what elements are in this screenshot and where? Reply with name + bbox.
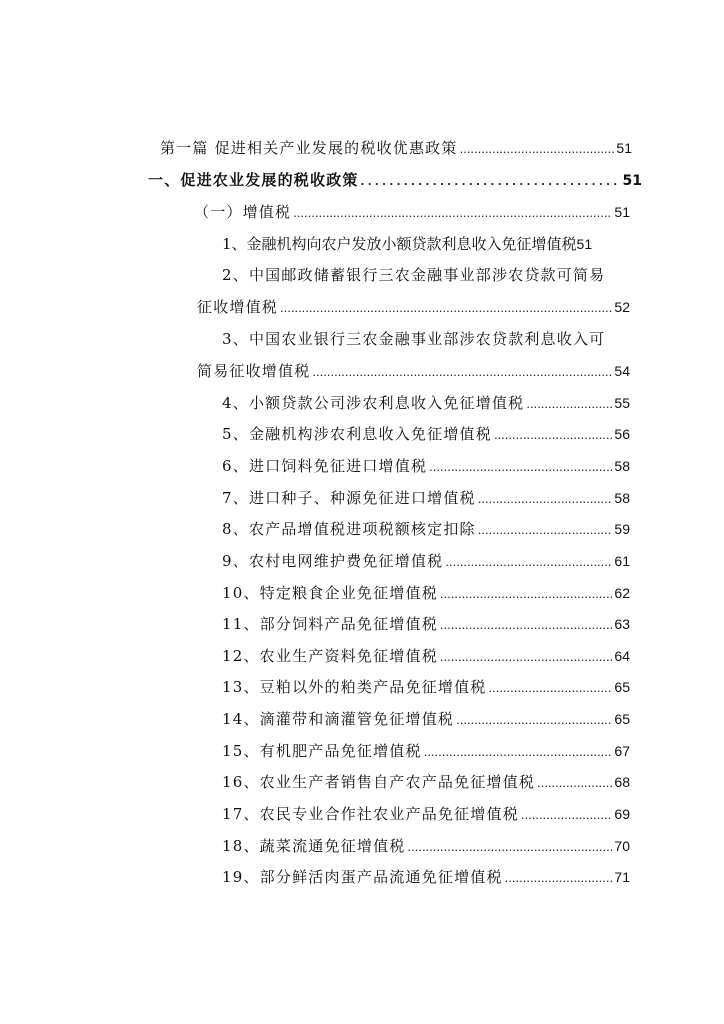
toc-item-title-line2: 简易征收增值税 — [197, 362, 311, 380]
toc-item[interactable] — [222, 488, 630, 509]
toc-leader — [494, 425, 612, 445]
toc-item-title: 9、农村电网维护费免征增值税 — [222, 552, 444, 570]
toc-leader — [526, 394, 612, 414]
toc-leader — [408, 837, 613, 857]
toc-chapter-entry[interactable] — [148, 170, 642, 191]
toc-item[interactable] — [222, 234, 642, 254]
toc-item-title-line1[interactable]: 3、中国农业银行三农金融事业部涉农贷款利息收入可 — [222, 330, 606, 348]
toc-item[interactable] — [222, 583, 630, 604]
toc-item[interactable] — [222, 867, 630, 888]
toc-item[interactable] — [222, 424, 630, 445]
toc-leader — [489, 678, 613, 698]
toc-item-title: 6、进口饲料免征进口增值税 — [222, 457, 428, 475]
toc-item[interactable] — [222, 519, 630, 540]
toc-page-number: 62 — [614, 585, 630, 601]
toc-page-number: 68 — [614, 774, 630, 790]
toc-item[interactable] — [222, 836, 630, 857]
toc-item-title: 7、进口种子、种源免征进口增值税 — [222, 489, 476, 507]
toc-item[interactable] — [222, 393, 630, 414]
toc-item-title: 11、部分饲料产品免征增值税 — [222, 615, 438, 633]
toc-page-number: 65 — [614, 711, 630, 727]
toc-page-number: 58 — [614, 490, 630, 506]
toc-leader — [478, 489, 613, 509]
toc-part-title: 第一篇 促进相关产业发展的税收优惠政策 — [160, 139, 458, 157]
toc-item-title: 10、特定粮食企业免征增值税 — [222, 584, 438, 602]
toc-part-entry[interactable] — [160, 138, 632, 159]
toc-page-number: 52 — [614, 299, 630, 315]
toc-leader — [429, 457, 612, 477]
toc-item-title: 12、农业生产资料免征增值税 — [222, 647, 438, 665]
toc-item-title: 18、蔬菜流通免征增值税 — [222, 837, 406, 855]
toc-leader — [440, 647, 613, 667]
toc-page-number: 58 — [614, 458, 630, 474]
toc-page-number: 65 — [614, 679, 630, 695]
toc-item[interactable] — [197, 297, 630, 318]
toc-page-number: 61 — [614, 553, 630, 569]
toc-page-number: 51 — [576, 236, 593, 252]
toc-leader — [440, 615, 613, 635]
toc-page-number: 54 — [614, 363, 630, 379]
toc-section-entry[interactable] — [194, 202, 630, 223]
toc-item[interactable] — [222, 677, 630, 698]
toc-item[interactable] — [222, 456, 630, 477]
toc-item-title: 14、滴灌带和滴灌管免征增值税 — [222, 710, 455, 728]
toc-page-number: 59 — [614, 521, 630, 537]
toc-page-number: 71 — [614, 869, 630, 885]
toc-leader — [445, 552, 612, 572]
toc-page-number: 56 — [614, 426, 630, 442]
toc-item-title: 5、金融机构涉农利息收入免征增值税 — [222, 425, 492, 443]
toc-leader — [361, 171, 621, 191]
toc-chapter-title: 一、促进农业发展的税收政策 — [148, 171, 359, 189]
toc-item-title: 1、金融机构向农户发放小额贷款利息收入免征增值税 — [222, 235, 577, 253]
toc-page-number: 51 — [614, 204, 630, 220]
toc-item-title-line2: 征收增值税 — [197, 298, 279, 316]
toc-item[interactable] — [222, 646, 630, 667]
toc-item[interactable] — [222, 741, 630, 762]
toc-page-number: 55 — [614, 395, 630, 411]
toc-leader — [424, 742, 613, 762]
toc-page-number: 51 — [622, 173, 642, 189]
toc-page-number: 64 — [614, 648, 630, 664]
toc-item-title: 17、农民专业合作社农业产品免征增值税 — [222, 805, 519, 823]
toc-item-title: 15、有机肥产品免征增值税 — [222, 742, 422, 760]
toc-leader — [537, 773, 612, 793]
toc-item-title: 13、豆粕以外的粕类产品免征增值税 — [222, 678, 487, 696]
toc-item[interactable] — [222, 709, 630, 730]
toc-item[interactable] — [222, 772, 630, 793]
toc-item-title-line1[interactable]: 2、中国邮政储蓄银行三农金融事业部涉农贷款可简易 — [222, 266, 606, 284]
toc-item[interactable] — [222, 804, 630, 825]
toc-item[interactable] — [222, 614, 630, 635]
toc-leader — [478, 520, 613, 540]
toc-leader — [521, 805, 613, 825]
toc-page-number: 70 — [614, 838, 630, 854]
toc-item-title: 8、农产品增值税进项税额核定扣除 — [222, 520, 476, 538]
toc-item-title: 19、部分鲜活肉蛋产品流通免征增值税 — [222, 868, 503, 886]
toc-leader — [440, 584, 613, 604]
toc-leader — [293, 203, 612, 223]
toc-leader — [460, 139, 615, 159]
toc-page-number: 67 — [614, 743, 630, 759]
toc-page-number: 51 — [616, 140, 632, 156]
toc-leader — [456, 710, 612, 730]
toc-leader — [505, 868, 613, 888]
toc-item-title: 4、小额贷款公司涉农利息收入免征增值税 — [222, 394, 525, 412]
toc-page-number: 69 — [614, 806, 630, 822]
toc-item[interactable] — [222, 551, 630, 572]
toc-leader — [312, 362, 612, 382]
toc-leader — [280, 298, 612, 318]
toc-section-title: （一）增值税 — [194, 203, 292, 221]
toc-item-title: 16、农业生产者销售自产农产品免征增值税 — [222, 773, 536, 791]
toc-item[interactable] — [197, 361, 630, 382]
toc-page-number: 63 — [614, 616, 630, 632]
